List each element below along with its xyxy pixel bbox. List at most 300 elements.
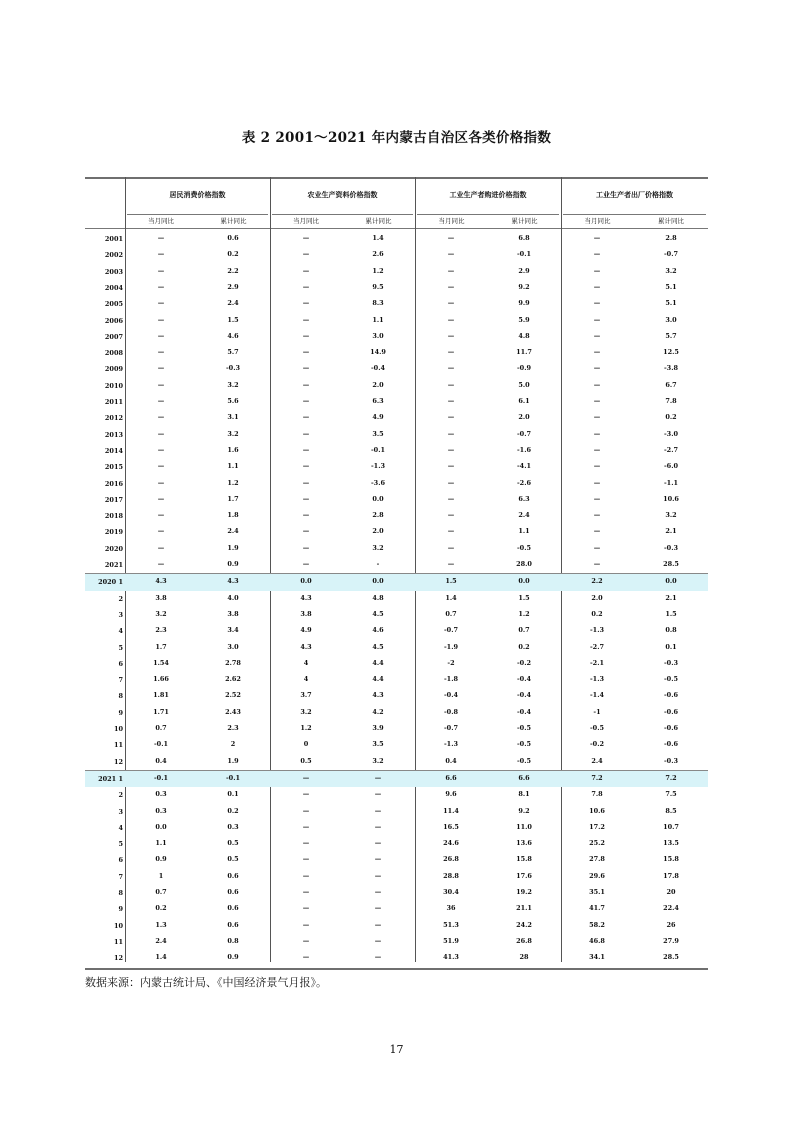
table-cell: 0.3 — [155, 806, 167, 815]
table-cell: 4.3 — [372, 691, 384, 700]
table-cell: — — [593, 511, 601, 520]
table-cell: 3.1 — [227, 413, 239, 422]
row-label: 11 — [113, 741, 123, 750]
table-cell: 3.7 — [300, 691, 312, 700]
table-cell: — — [447, 348, 455, 357]
table-cell: 4.4 — [372, 675, 384, 684]
table-cell: — — [447, 462, 455, 471]
table-cell: 0.5 — [227, 855, 239, 864]
table-cell: 0.2 — [155, 904, 167, 913]
table-cell: — — [593, 234, 601, 242]
table-cell: 1.8 — [227, 511, 239, 520]
table-cell: 1.1 — [227, 462, 239, 471]
row-label: 3 — [118, 610, 123, 619]
table-cell: -0.8 — [443, 707, 458, 716]
table-cell: 1.6 — [227, 445, 239, 454]
table-cell: — — [593, 478, 601, 487]
table-cell: — — [302, 478, 310, 487]
table-cell: 2.3 — [227, 724, 239, 732]
table-cell: — — [447, 282, 455, 291]
table-cell: — — [157, 315, 165, 324]
table-cell: 6.3 — [372, 397, 384, 405]
table-cell: 4.8 — [372, 593, 384, 602]
table-cell: 5.0 — [518, 380, 530, 389]
row-label: 6 — [118, 856, 123, 865]
table-cell: — — [302, 462, 310, 471]
table-cell: — — [593, 397, 601, 405]
table-cell: — — [302, 282, 310, 291]
table-cell: — — [302, 445, 310, 454]
table-cell: 51.3 — [443, 920, 459, 929]
table-cell: 1.4 — [155, 953, 167, 962]
table-row — [85, 950, 708, 966]
group-underline — [417, 214, 559, 215]
table-cell: 5.1 — [665, 299, 677, 308]
table-cell: -0.4 — [516, 707, 531, 716]
table-cell: — — [447, 397, 455, 405]
table-cell: 2.1 — [665, 593, 677, 602]
table-cell: — — [157, 282, 165, 291]
table-cell: 4.3 — [300, 642, 312, 651]
table-cell: — — [593, 429, 601, 438]
table-cell: 0.7 — [155, 888, 167, 896]
table-cell: 7.5 — [665, 790, 677, 799]
table-cell: -1.8 — [443, 675, 458, 684]
table-cell: 0.7 — [155, 724, 167, 732]
table-cell: 0.7 — [445, 609, 457, 618]
table-cell: — — [157, 397, 165, 405]
table-cell: 3.4 — [227, 626, 239, 635]
table-row — [85, 804, 708, 820]
table-cell: 0.6 — [227, 871, 239, 880]
row-label: 10 — [113, 921, 123, 930]
table-cell: 7.2 — [591, 773, 603, 782]
table-cell: 6.3 — [518, 494, 530, 503]
table-cell: 3.0 — [227, 642, 239, 651]
table-row — [85, 836, 708, 852]
table-row — [85, 280, 708, 296]
table-cell: -0.4 — [370, 364, 385, 373]
row-label: 5 — [118, 643, 123, 652]
row-label: 2003 — [104, 267, 123, 276]
table-cell: -4.1 — [516, 462, 531, 471]
table-cell: — — [593, 462, 601, 471]
group-underline — [563, 214, 706, 215]
table-cell: — — [593, 250, 601, 259]
row-label: 4 — [118, 627, 123, 636]
group-header-ppi-purchase: 工业生产者购进价格指数 — [449, 190, 527, 199]
row-label: 11 — [113, 937, 123, 946]
table-cell: -0.5 — [589, 724, 604, 732]
table-cell: 8.3 — [372, 299, 384, 308]
table-cell: -0.2 — [516, 658, 531, 667]
table-cell: -0.3 — [225, 364, 240, 373]
row-label: 2008 — [104, 349, 123, 358]
row-label: 2020 1 — [98, 578, 123, 587]
table-cell: -0.2 — [589, 740, 604, 749]
subheader-ppi-purchase-monthly: 当月同比 — [438, 217, 465, 225]
table-cell: — — [593, 266, 601, 275]
table-cell: 2.43 — [225, 707, 241, 716]
subheader-cpi-monthly: 当月同比 — [148, 217, 174, 225]
table-cell: 0 — [303, 740, 309, 749]
row-label: 2 — [118, 791, 123, 800]
table-row — [85, 656, 708, 672]
row-label: 9 — [118, 905, 123, 914]
table-cell: 13.6 — [516, 839, 532, 848]
table-cell: -2 — [447, 658, 455, 667]
table-cell: 3.2 — [372, 543, 384, 552]
table-cell: 9.2 — [518, 282, 530, 291]
row-label: 8 — [118, 692, 123, 701]
table-cell: — — [157, 478, 165, 487]
table-cell: 0.8 — [227, 936, 239, 945]
table-cell: 2.1 — [665, 527, 677, 536]
table-cell: 2.0 — [372, 527, 384, 536]
table-cell: 17.2 — [589, 822, 605, 831]
table-cell: — — [447, 429, 455, 438]
table-cell: — — [447, 511, 455, 520]
table-cell: 9.2 — [518, 806, 530, 815]
table-cell: — — [374, 920, 382, 929]
table-cell: 7.2 — [665, 773, 677, 782]
table-cell: — — [593, 348, 601, 357]
row-label: 2001 — [104, 235, 123, 243]
table-cell: — — [593, 445, 601, 454]
table-cell: 1.54 — [153, 658, 169, 667]
subheader-agri-cumulative: 累计同比 — [365, 217, 392, 225]
table-cell: — — [302, 806, 310, 815]
row-label: 2017 — [104, 495, 123, 504]
table-cell: 9.6 — [445, 790, 457, 799]
table-cell: — — [302, 822, 310, 831]
table-cell: — — [302, 904, 310, 913]
table-cell: -0.3 — [663, 756, 678, 765]
table-cell: 2.4 — [518, 511, 530, 520]
table-cell: 3.8 — [300, 609, 312, 618]
table-cell: — — [447, 380, 455, 389]
table-cell: — — [447, 234, 455, 242]
table-cell: 6.7 — [665, 380, 677, 389]
table-cell: 15.8 — [663, 855, 679, 864]
row-label: 2004 — [104, 283, 123, 292]
table-cell: 10.6 — [589, 806, 605, 815]
table-cell: 0.2 — [665, 413, 677, 422]
table-cell: 2 — [230, 740, 236, 749]
table-cell: — — [374, 936, 382, 945]
table-cell: 2.6 — [372, 250, 384, 259]
table-cell: — — [447, 250, 455, 259]
table-cell: 2.4 — [155, 936, 167, 945]
table-cell: — — [374, 855, 382, 864]
table-cell: — — [302, 936, 310, 945]
table-cell: 2.2 — [591, 577, 603, 586]
table-cell: 0.4 — [445, 756, 457, 765]
table-cell: -0.6 — [663, 707, 678, 716]
table-cell: -0.4 — [443, 691, 458, 700]
row-label: 7 — [118, 872, 123, 881]
table-cell: — — [302, 234, 310, 242]
table-cell: -3.6 — [370, 478, 385, 487]
table-cell: — — [302, 773, 310, 782]
table-cell: 0.1 — [665, 642, 677, 651]
table-cell: — — [157, 527, 165, 536]
row-label: 2011 — [104, 398, 123, 406]
table-cell: — — [593, 282, 601, 291]
table-cell: 3.2 — [300, 707, 312, 716]
table-cell: 6.6 — [518, 773, 530, 782]
table-cell: -0.5 — [516, 740, 531, 749]
table-cell: — — [593, 560, 601, 568]
table-cell: 15.8 — [516, 855, 532, 864]
table-cell: 28.5 — [663, 560, 679, 568]
group-header-ppi-output: 工业生产者出厂价格指数 — [596, 190, 673, 199]
table-title: 表 2 2001～2021 年内蒙古自治区各类价格指数 — [241, 130, 552, 146]
table-cell: 0.6 — [227, 920, 239, 929]
table-cell: -2.6 — [516, 478, 531, 487]
table-cell: 28.0 — [516, 560, 532, 568]
subheader-agri-monthly: 当月同比 — [293, 217, 319, 225]
table-row — [85, 508, 708, 524]
table-cell: 4 — [303, 658, 309, 667]
table-cell: -1.3 — [370, 462, 385, 471]
table-cell: 36 — [446, 904, 456, 913]
table-cell: 0.1 — [227, 790, 239, 799]
table-cell: — — [302, 527, 310, 536]
table-cell: 1.2 — [372, 266, 384, 275]
table-cell: — — [593, 527, 601, 536]
table-cell: — — [447, 266, 455, 275]
table-cell: 28 — [519, 953, 529, 962]
table-cell: 3.2 — [227, 429, 239, 438]
row-label: 2002 — [104, 251, 123, 260]
table-row — [85, 296, 708, 312]
table-cell: — — [302, 380, 310, 389]
table-cell: 3.9 — [372, 724, 384, 732]
table-row — [85, 640, 708, 656]
table-cell: 9.9 — [518, 299, 530, 308]
table-cell: 34.1 — [589, 953, 605, 962]
table-cell: -0.1 — [516, 250, 531, 259]
table-cell: -1.3 — [443, 740, 458, 749]
table-cell: 58.2 — [589, 920, 605, 929]
table-cell: 7.8 — [591, 790, 603, 799]
table-cell: — — [593, 543, 601, 552]
row-label: 8 — [118, 889, 123, 897]
table-cell: 0.2 — [518, 642, 530, 651]
table-cell: — — [302, 543, 310, 552]
table-cell: 4.6 — [372, 626, 384, 635]
table-cell: 0.6 — [227, 234, 239, 242]
table-cell: 1.9 — [227, 543, 239, 552]
table-cell: 14.9 — [370, 348, 386, 357]
table-row — [85, 869, 708, 885]
table-cell: 0.6 — [227, 904, 239, 913]
table-cell: 1.5 — [518, 593, 530, 602]
table-cell: 4.4 — [372, 658, 384, 667]
table-cell: — — [447, 315, 455, 324]
table-row — [85, 329, 708, 345]
table-row — [85, 345, 708, 361]
table-cell: 27.9 — [663, 936, 679, 945]
table-cell: 4.3 — [155, 577, 167, 586]
table-cell: — — [447, 413, 455, 422]
table-cell: 1.1 — [518, 527, 530, 536]
table-row — [85, 901, 708, 917]
table-cell: -1.1 — [663, 478, 678, 487]
table-cell: 5.6 — [227, 397, 239, 405]
table-cell: 5.9 — [518, 315, 530, 324]
row-label: 3 — [118, 807, 123, 816]
table-cell: -0.3 — [663, 543, 678, 552]
table-cell: - — [376, 560, 380, 568]
table-cell: 2.0 — [372, 380, 384, 389]
table-cell: 0.9 — [227, 953, 239, 962]
table-cell: 3.2 — [665, 266, 677, 275]
table-cell: — — [157, 234, 165, 242]
table-cell: 1.2 — [300, 724, 312, 732]
table-cell: — — [157, 266, 165, 275]
table-cell: 0.2 — [591, 609, 603, 618]
table-cell: -0.6 — [663, 724, 678, 732]
table-cell: — — [447, 364, 455, 373]
table-cell: — — [447, 494, 455, 503]
table-cell: -0.4 — [516, 691, 531, 700]
table-cell: 3.2 — [372, 756, 384, 765]
table-cell: 28.5 — [663, 953, 679, 962]
table-cell: — — [302, 888, 310, 896]
table-cell: 4.8 — [518, 331, 530, 340]
table-cell: — — [157, 331, 165, 340]
table-cell: 1.2 — [227, 478, 239, 487]
header-bottom-rule — [85, 228, 708, 229]
table-cell: 2.2 — [227, 266, 239, 275]
table-cell: 1.5 — [227, 315, 239, 324]
table-cell: 2.0 — [518, 413, 530, 422]
table-cell: 11.7 — [516, 348, 532, 357]
row-label: 2005 — [104, 300, 123, 309]
row-label: 2019 — [104, 528, 123, 537]
table-cell: — — [302, 331, 310, 340]
table-cell: — — [447, 527, 455, 536]
subheader-ppi-purchase-cumulative: 累计同比 — [511, 217, 538, 225]
row-label: 2013 — [104, 430, 123, 439]
table-row — [85, 934, 708, 950]
table-row — [85, 705, 708, 721]
table-cell: — — [447, 560, 455, 568]
table-row — [85, 524, 708, 540]
table-cell: 4.5 — [372, 642, 384, 651]
table-cell: 0.6 — [227, 888, 239, 896]
table-cell: -0.7 — [443, 724, 458, 732]
table-cell: — — [157, 364, 165, 373]
table-cell: — — [302, 266, 310, 275]
table-cell: 0.5 — [227, 839, 239, 848]
table-cell: 4.3 — [300, 593, 312, 602]
table-row — [85, 247, 708, 263]
table-row — [85, 492, 708, 508]
table-cell: 20 — [666, 888, 676, 896]
row-label: 12 — [113, 954, 123, 963]
table-cell: — — [302, 953, 310, 962]
table-cell: — — [593, 331, 601, 340]
table-cell: 11.4 — [443, 806, 459, 815]
table-cell: -6.0 — [663, 462, 678, 471]
table-cell: 1.2 — [518, 609, 530, 618]
table-top-rule — [85, 177, 708, 179]
table-cell: -0.5 — [663, 675, 678, 684]
table-cell: — — [302, 348, 310, 357]
table-cell: — — [593, 494, 601, 503]
table-cell: 1.3 — [155, 920, 167, 929]
row-label: 2010 — [104, 381, 123, 390]
table-row — [85, 852, 708, 868]
table-cell: 2.3 — [155, 626, 167, 635]
table-cell: 3.5 — [372, 740, 384, 749]
table-cell: — — [302, 413, 310, 422]
table-cell: 28.8 — [443, 871, 459, 880]
table-row — [85, 427, 708, 443]
table-row — [85, 885, 708, 901]
table-cell: — — [302, 790, 310, 799]
table-cell: 0.4 — [155, 756, 167, 765]
row-label: 6 — [118, 659, 123, 668]
table-cell: 0.9 — [227, 560, 239, 568]
table-row — [85, 688, 708, 704]
table-cell: 26.8 — [516, 936, 532, 945]
table-row — [85, 443, 708, 459]
table-cell: -0.1 — [225, 773, 240, 782]
table-cell: 41.3 — [443, 953, 459, 962]
table-cell: -1 — [593, 707, 601, 716]
row-label: 2021 1 — [98, 774, 123, 783]
table-cell: 10.7 — [663, 822, 679, 831]
table-cell: — — [302, 429, 310, 438]
table-cell: 0.0 — [155, 822, 167, 831]
table-cell: 0.5 — [300, 756, 312, 765]
table-cell: — — [447, 478, 455, 487]
table-row — [85, 264, 708, 280]
table-cell: 0.3 — [227, 822, 239, 831]
row-label: 2021 — [104, 561, 123, 569]
table-cell: 26 — [666, 920, 676, 929]
table-cell: 27.8 — [589, 855, 605, 864]
group-underline — [272, 214, 413, 215]
table-row — [85, 607, 708, 623]
table-cell: -3.8 — [663, 364, 678, 373]
row-label: 9 — [118, 708, 123, 717]
table-cell: -3.0 — [663, 429, 678, 438]
table-row — [85, 672, 708, 688]
table-cell: 0.2 — [227, 806, 239, 815]
table-cell: 6.1 — [518, 397, 530, 405]
table-cell: 1.4 — [372, 234, 384, 242]
group-header-cpi: 居民消费价格指数 — [169, 190, 226, 199]
table-cell: 25.2 — [589, 839, 605, 848]
row-label: 2007 — [104, 332, 123, 341]
table-cell: 8.5 — [665, 806, 677, 815]
table-cell: — — [374, 773, 382, 782]
table-cell: 2.62 — [225, 675, 241, 684]
table-cell: 3.8 — [155, 593, 167, 602]
table-row — [85, 313, 708, 329]
table-row — [85, 918, 708, 934]
table-cell: 0.0 — [372, 577, 384, 586]
table-cell: — — [374, 953, 382, 962]
table-cell: 0.0 — [665, 577, 677, 586]
table-cell: — — [593, 380, 601, 389]
table-row — [85, 754, 708, 770]
